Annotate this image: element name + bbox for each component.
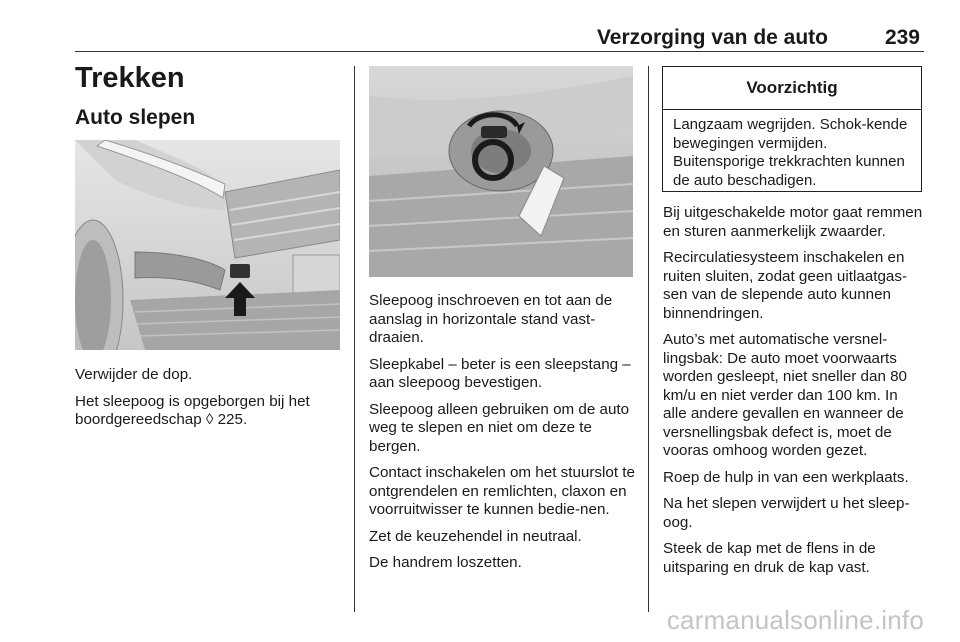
paragraph: Sleepkabel – beter is een sleepstang – aan sleepoog bevestigen. bbox=[369, 355, 631, 391]
page-number: 239 bbox=[884, 26, 920, 49]
paragraph: Steek de kap met de flens in de uitsparing en druk de kap vast. bbox=[663, 540, 876, 576]
column-1-text bbox=[75, 366, 340, 438]
figure-tow-eye bbox=[369, 66, 633, 277]
paragraph: Na het slepen verwijdert u het sleep-oog. bbox=[663, 495, 910, 531]
paragraph: Contact inschakelen om het stuurslot te ontgrendelen en remlichten, claxon en voorruitwisser te kunnen bedie-nen. bbox=[369, 464, 635, 518]
figure-front-bumper bbox=[75, 140, 340, 350]
paragraph: De handrem loszetten. bbox=[369, 554, 522, 571]
column-3-text bbox=[663, 204, 925, 585]
paragraph: Auto’s met automatische versnel-lingsbak: De auto moet voorwaarts worden gesleept, niet sneller dan 80 km/u en niet verder dan 100 km. In alle andere gevallen en wanneer de versnellingsbak defect is, moet de vooras omhoog worden gezet. bbox=[663, 331, 908, 459]
paragraph: Verwijder de dop. bbox=[75, 366, 193, 383]
paragraph: Roep de hulp in van een werkplaats. bbox=[663, 468, 909, 486]
caution-text: Langzaam wegrijden. Schok-kende bewegingen vermijden. Buitensporige trekkrachten kunnen de auto beschadigen. bbox=[673, 116, 908, 189]
column-divider-1 bbox=[354, 66, 355, 612]
running-header-title: Verzorging van de auto bbox=[596, 26, 828, 49]
paragraph: Zet de keuzehendel in neutraal. bbox=[369, 527, 582, 545]
caution-title: Voorzichtig bbox=[663, 67, 921, 110]
caution-box bbox=[662, 66, 922, 192]
paragraph: Sleepoog inschroeven en tot aan de aanslag in horizontale stand vast-draaien. bbox=[369, 292, 613, 346]
watermark: carmanualsonline.info bbox=[666, 605, 924, 635]
column-divider-2 bbox=[648, 66, 649, 612]
paragraph: Bij uitgeschakelde motor gaat remmen en sturen aanmerkelijk zwaarder. bbox=[663, 204, 923, 240]
column-2-text bbox=[369, 292, 637, 581]
section-subtitle: Auto slepen bbox=[75, 106, 196, 129]
header-divider bbox=[75, 51, 924, 52]
paragraph: Sleepoog alleen gebruiken om de auto weg te slepen en niet om deze te bergen. bbox=[369, 400, 630, 455]
section-title: Trekken bbox=[75, 62, 185, 94]
paragraph: Het sleepoog is opgeborgen bij het boordgereedschap ◊ 225. bbox=[75, 392, 310, 428]
paragraph: Recirculatiesysteem inschakelen en ruiten sluiten, zodat geen uitlaatgas-sen van de slepende auto kunnen binnendringen. bbox=[663, 249, 908, 322]
